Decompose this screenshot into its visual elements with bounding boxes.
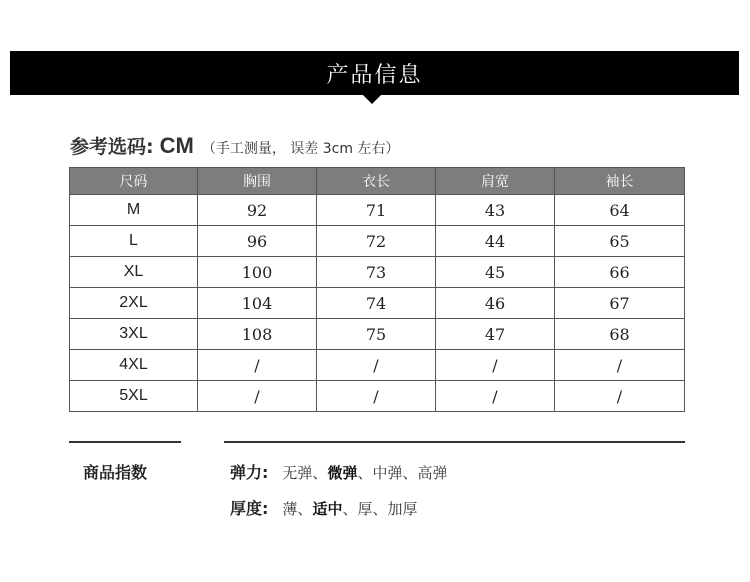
elasticity-option: 高弹: [417, 464, 448, 482]
cell-shoulder: 46: [436, 288, 555, 319]
cell-length: 74: [317, 288, 436, 319]
cell-length: 72: [317, 226, 436, 257]
cell-size: XL: [70, 257, 198, 288]
cell-shoulder: 47: [436, 319, 555, 350]
cell-sleeve: 64: [555, 195, 685, 226]
elasticity-label: 弹力:: [230, 463, 269, 482]
col-header-shoulder: 肩宽: [436, 168, 555, 195]
cell-chest: /: [198, 381, 317, 412]
col-header-sleeve: 袖长: [555, 168, 685, 195]
size-reference-unit: CM: [159, 133, 194, 158]
banner-title: 产品信息: [326, 62, 423, 88]
thickness-label: 厚度:: [230, 499, 269, 518]
thickness-option: 厚: [357, 500, 373, 518]
table-row: [70, 226, 685, 257]
col-header-length: 衣长: [317, 168, 436, 195]
size-table: [69, 167, 685, 412]
cell-chest: 108: [198, 319, 317, 350]
thickness-row: 厚度: 薄 、 适中 、 厚 、 加厚: [230, 496, 418, 519]
cell-size: 3XL: [70, 319, 198, 350]
table-row: [70, 195, 685, 226]
thickness-option: 薄: [282, 500, 298, 518]
elasticity-option: 中弹: [372, 464, 403, 482]
cell-shoulder: 44: [436, 226, 555, 257]
table-row: [70, 381, 685, 412]
table-row: [70, 319, 685, 350]
cell-length: 75: [317, 319, 436, 350]
cell-chest: 104: [198, 288, 317, 319]
table-row: [70, 350, 685, 381]
size-reference: [70, 132, 399, 159]
cell-size: M: [70, 195, 198, 226]
cell-size: 4XL: [70, 350, 198, 381]
cell-size: L: [70, 226, 198, 257]
thickness-option-selected: 适中: [312, 500, 343, 518]
cell-sleeve: 68: [555, 319, 685, 350]
cell-shoulder: /: [436, 381, 555, 412]
cell-shoulder: /: [436, 350, 555, 381]
col-header-chest: 胸围: [198, 168, 317, 195]
divider-right: [224, 441, 685, 443]
cell-length: /: [317, 350, 436, 381]
cell-chest: 100: [198, 257, 317, 288]
cell-size: 2XL: [70, 288, 198, 319]
size-reference-note: （手工测量， 误差 3cm 左右）: [201, 141, 400, 157]
product-index-title: 商品指数: [83, 463, 148, 482]
table-row: [70, 288, 685, 319]
cell-shoulder: 43: [436, 195, 555, 226]
cell-sleeve: 65: [555, 226, 685, 257]
cell-length: 71: [317, 195, 436, 226]
cell-sleeve: 67: [555, 288, 685, 319]
cell-chest: 96: [198, 226, 317, 257]
col-header-size: 尺码: [70, 168, 198, 195]
table-row: [70, 257, 685, 288]
divider-left: [69, 441, 181, 443]
size-reference-label: 参考选码:: [70, 136, 154, 158]
cell-size: 5XL: [70, 381, 198, 412]
cell-shoulder: 45: [436, 257, 555, 288]
elasticity-option: 无弹: [282, 464, 313, 482]
cell-chest: /: [198, 350, 317, 381]
product-info-banner: [10, 51, 739, 95]
cell-chest: 92: [198, 195, 317, 226]
cell-sleeve: 66: [555, 257, 685, 288]
cell-sleeve: /: [555, 381, 685, 412]
banner-notch: [363, 95, 381, 104]
elasticity-option-selected: 微弹: [327, 464, 358, 482]
size-table-header-row: [70, 168, 685, 195]
elasticity-row: 弹力: 无弹 、 微弹 、 中弹 、 高弹: [230, 460, 448, 483]
thickness-option: 加厚: [387, 500, 418, 518]
cell-length: 73: [317, 257, 436, 288]
cell-sleeve: /: [555, 350, 685, 381]
cell-length: /: [317, 381, 436, 412]
